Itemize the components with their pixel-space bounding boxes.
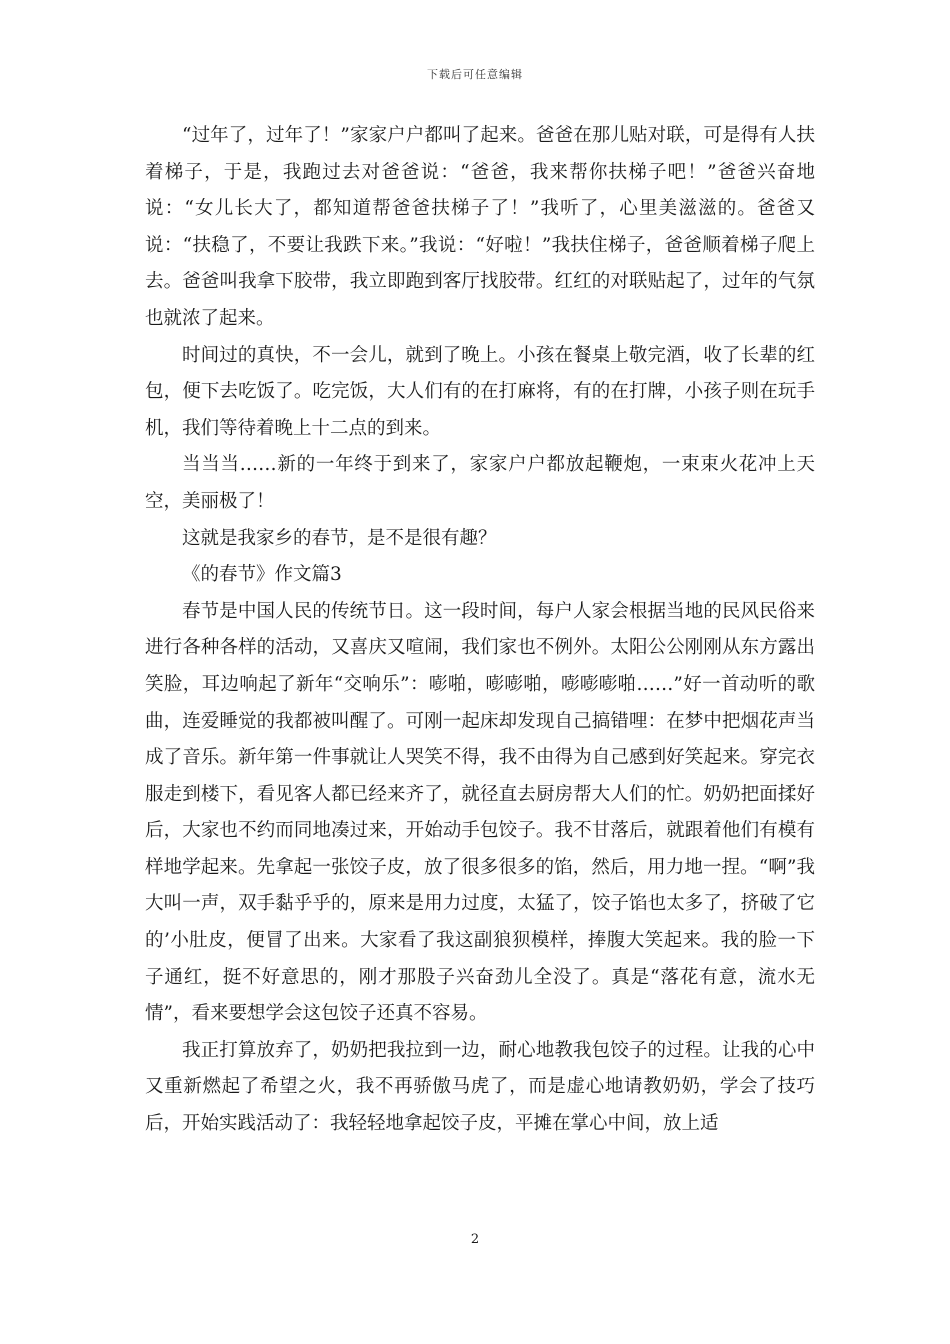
header-note: 下载后可任意编辑: [427, 68, 523, 81]
document-body: [145, 118, 815, 1143]
section-heading: 《的春节》作文篇3: [182, 564, 342, 586]
paragraph-dumplings: 春节是中国人民的传统节日。这一段时间，每户人家会根据当地的民风民俗来进行各种各样的活动，又喜庆又喧闹，我们家也不例外。太阳公公刚刚从东方露出笑脸，耳边响起了新年“交响乐”：嘭啪，嘭嘭啪，嘭嘭嘭啪……”好一首动听的歌曲，连爱睡觉的我都被叫醒了。可刚一起床却发现自己搞错哩：在梦中把烟花声当成了音乐。新年第一件事就让人哭笑不得，我不由得为自己感到好笑起来。穿完衣服走到楼下，看见客人都已经来齐了，就径直去厨房帮大人们的忙。奶奶把面揉好后，大家也不约而同地凑过来，开始动手包饺子。我不甘落后，就跟着他们有模有样地学起来。先拿起一张饺子皮，放了很多很多的馅，然后，用力地一捏。“啊”我大叫一声，双手黏乎乎的，原来是用力过度，太猛了，饺子馅也太多了，挤破了它的’小肚皮，便冒了出来。大家看了我这副狼狈模样，捧腹大笑起来。我的脸一下子通红，挺不好意思的，刚才那股子兴奋劲儿全没了。真是“落花有意，流水无情”，看来要想学会这包饺子还真不容易。: [145, 600, 815, 1025]
paragraph-fireworks: 当当当……新的一年终于到来了，家家户户都放起鞭炮，一束束火花冲上天空，美丽极了！: [145, 454, 815, 512]
page-number: 2: [470, 1232, 480, 1247]
paragraph-evening: 时间过的真快，不一会儿，就到了晚上。小孩在餐桌上敬完酒，收了长辈的红包，便下去吃饭了。吃完饭，大人们有的在打麻将，有的在打牌，小孩子则在玩手机，我们等待着晚上十二点的到来。: [145, 344, 815, 439]
paragraph-couplets: “过年了，过年了！”家家户户都叫了起来。爸爸在那儿贴对联，可是得有人扶着梯子，于是，我跑过去对爸爸说：“爸爸，我来帮你扶梯子吧！”爸爸兴奋地说：“女儿长大了，都知道帮爸爸扶梯子了！”我听了，心里美滋滋的。爸爸又说：“扶稳了，不要让我跌下来。”我说：“好啦！”我扶住梯子，爸爸顺着梯子爬上去。爸爸叫我拿下胶带，我立即跑到客厅找胶带。红红的对联贴起了，过年的气氛也就浓了起来。: [145, 125, 815, 329]
paragraph-conclusion: 这就是我家乡的春节，是不是很有趣？: [182, 527, 497, 549]
paragraph-grandma: 我正打算放弃了，奶奶把我拉到一边，耐心地教我包饺子的过程。让我的心中又重新燃起了希望之火，我不再骄傲马虎了，而是虚心地请教奶奶，学会了技巧后，开始实践活动了：我轻轻地拿起饺子皮，平摊在掌心中间，放上适: [145, 1039, 815, 1135]
